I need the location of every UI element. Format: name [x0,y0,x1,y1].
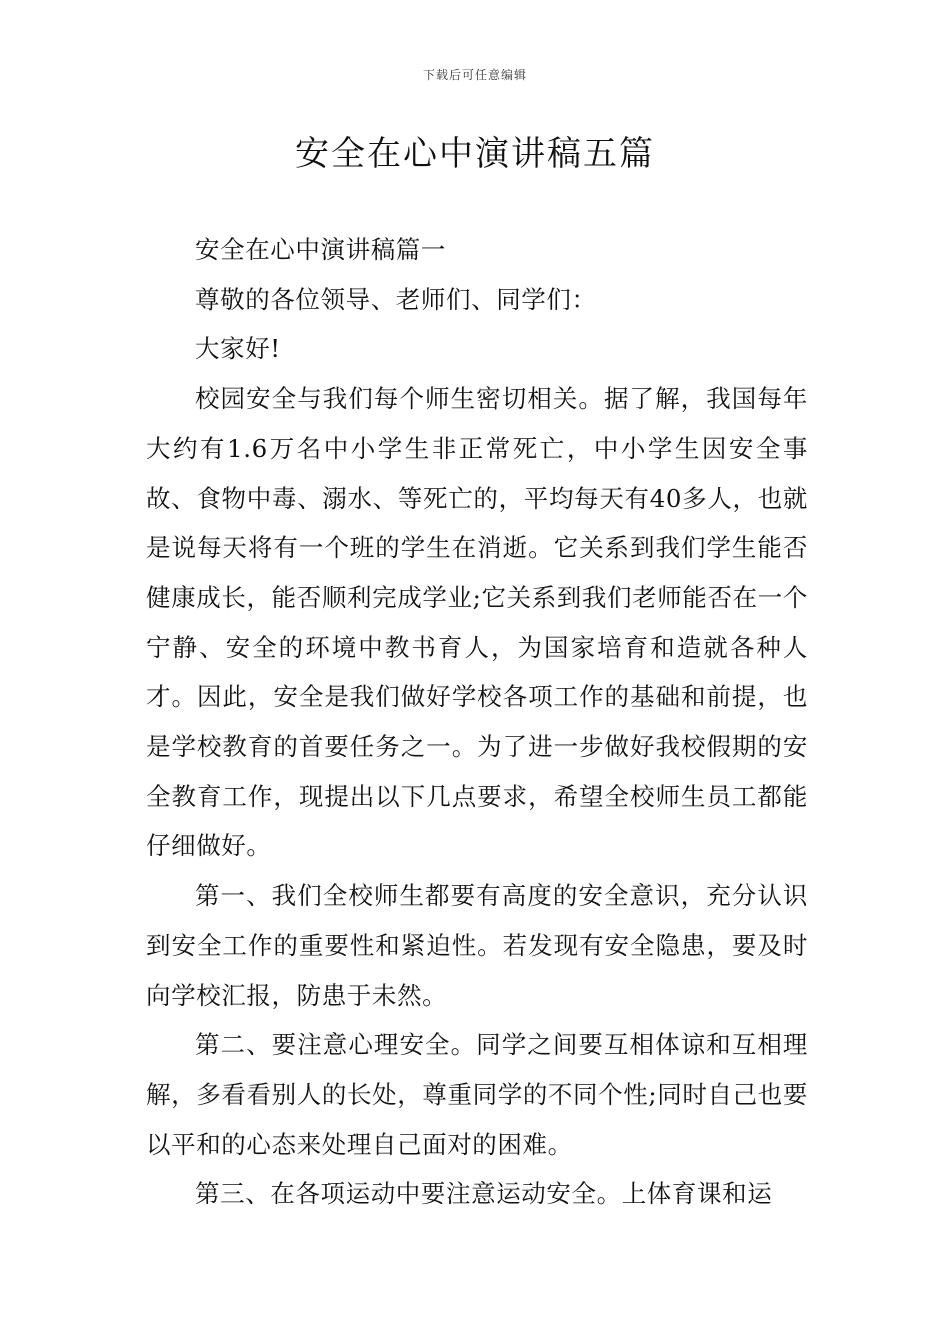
greeting: 大家好! [195,334,281,364]
paragraph-point-1: 第一、我们全校师生都要有高度的安全意识，充分认识到安全工作的重要性和紧迫性。若发现有安全隐患，要及时向学校汇报，防患于未然。 [146,881,808,1010]
header-note: 下载后可任意编辑 [422,68,527,82]
document-body [146,225,808,1219]
paragraph-point-3: 第三、在各项运动中要注意运动安全。上体育课和运 [195,1179,773,1209]
document-title: 安全在心中演讲稿五篇 [295,134,655,174]
salutation: 尊敬的各位领导、老师们、同学们： [195,284,597,314]
section-heading: 安全在心中演讲稿篇一 [195,235,446,264]
paragraph-intro: 校园安全与我们每个师生密切相关。据了解，我国每年大约有1.6万名中小学生非正常死亡，中小学生因安全事故、食物中毒、溺水、等死亡的，平均每天有40多人，也就是说每天将有一个班的学生在消逝。它关系到我们学生能否健康成长，能否顺利完成学业;它关系到我们老师能否在一个宁静、安全的环境中教书育人，为国家培育和造就各种人才。因此，安全是我们做好学校各项工作的基础和前提，也是学校教育的首要任务之一。为了进一步做好我校假期的安全教育工作，现提出以下几点要求，希望全校师生员工都能仔细做好。 [146,384,808,861]
paragraph-point-2: 第二、要注意心理安全。同学之间要互相体谅和互相理解，多看看别人的长处，尊重同学的不同个性;同时自己也要以平和的心态来处理自己面对的困难。 [146,1030,808,1159]
